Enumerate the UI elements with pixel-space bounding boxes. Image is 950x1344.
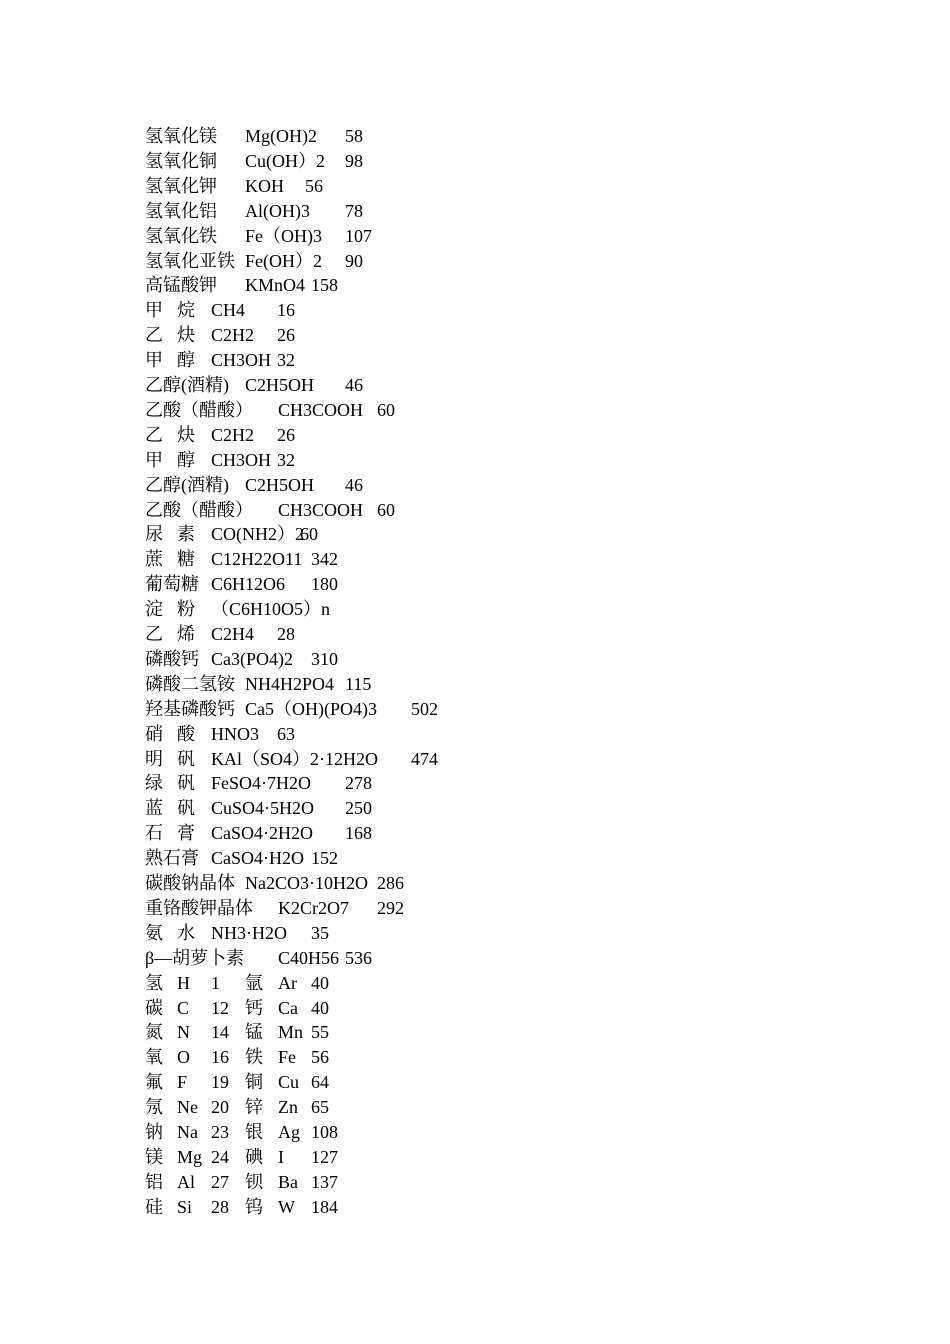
- table-cell: 107: [345, 225, 372, 246]
- table-cell: 46: [345, 375, 363, 395]
- table-cell: 16: [211, 1047, 229, 1068]
- table-cell: Al(OH)3: [245, 200, 310, 221]
- table-cell: 乙: [145, 325, 163, 346]
- table-cell: 26: [277, 424, 295, 445]
- table-cell: 氢氧化镁: [145, 126, 217, 146]
- table-cell: FeSO4·7H2O: [211, 773, 312, 794]
- table-cell: 甲: [145, 300, 163, 321]
- table-cell: 磷酸二氢铵: [145, 673, 235, 694]
- table-cell: 醇: [177, 350, 195, 371]
- table-cell: 膏: [177, 823, 195, 844]
- table-cell: 310: [311, 648, 338, 669]
- table-cell: 90: [345, 250, 363, 271]
- table-cell: 水: [177, 922, 195, 943]
- table-cell: 152: [311, 848, 338, 869]
- table-cell: Fe: [278, 1047, 296, 1068]
- table-cell: 60: [377, 399, 395, 420]
- table-cell: 乙醇(酒精): [145, 375, 229, 395]
- table-cell: 钡: [245, 1171, 263, 1192]
- table-cell: 氢: [145, 972, 163, 993]
- table-cell: Cu(OH）2: [245, 150, 325, 171]
- table-cell: 锌: [245, 1097, 263, 1118]
- table-cell: Ar: [278, 972, 297, 993]
- table-cell: 氟: [145, 1072, 163, 1093]
- table-cell: 熟石膏: [145, 848, 199, 869]
- table-cell: 536: [345, 947, 372, 968]
- table-cell: KMnO4: [245, 275, 306, 296]
- table-cell: 素: [177, 524, 195, 545]
- table-cell: HNO3: [211, 723, 259, 744]
- table-cell: 168: [345, 823, 372, 844]
- table-cell: Fe(OH）2: [245, 250, 322, 271]
- table-cell: C2H2: [211, 424, 255, 445]
- table-cell: C2H4: [211, 624, 255, 644]
- table-cell: 20: [211, 1097, 229, 1118]
- table-cell: 27: [211, 1171, 229, 1192]
- table-cell: C12H22O11: [211, 549, 303, 570]
- table-cell: CH3COOH: [278, 399, 364, 420]
- table-cell: C6H12O6: [211, 574, 286, 595]
- table-cell: 酸: [177, 723, 195, 744]
- table-cell: 19: [211, 1072, 229, 1093]
- table-cell: C2H5OH: [245, 375, 315, 395]
- table-cell: 铜: [245, 1072, 263, 1093]
- table-cell: 286: [377, 873, 404, 893]
- table-cell: β—胡萝卜素: [145, 947, 245, 968]
- table-cell: CH4: [211, 300, 246, 321]
- table-cell: 铁: [245, 1047, 263, 1068]
- table-cell: Na: [177, 1122, 198, 1142]
- table-cell: O: [177, 1047, 190, 1068]
- table-cell: 28: [277, 624, 295, 644]
- table-cell: 氖: [145, 1097, 163, 1118]
- table-cell: 40: [311, 972, 329, 993]
- table-cell: 羟基磷酸钙: [145, 698, 235, 719]
- table-cell: CaSO4·H2O: [211, 848, 304, 869]
- table-cell: Zn: [278, 1097, 298, 1118]
- table-cell: NH3·H2O: [211, 922, 287, 943]
- table-cell: 28: [211, 1196, 229, 1217]
- table-cell: N: [177, 1022, 190, 1043]
- table-cell: （C6H10O5）n: [211, 599, 331, 620]
- table-cell: 蓝: [145, 798, 163, 819]
- table-cell: 氢氧化钾: [145, 175, 217, 196]
- table-cell: 钙: [245, 997, 263, 1018]
- table-cell: 烷: [177, 300, 195, 321]
- table-cell: Ba: [278, 1171, 298, 1192]
- table-cell: 127: [311, 1146, 338, 1167]
- table-cell: 炔: [177, 325, 195, 346]
- table-cell: 184: [311, 1196, 338, 1217]
- table-cell: I: [278, 1146, 284, 1167]
- table-cell: 银: [245, 1122, 263, 1142]
- table-cell: 158: [311, 275, 338, 296]
- table-cell: 硝: [145, 723, 163, 744]
- table-cell: 醇: [177, 449, 195, 470]
- table-cell: Fe（OH)3: [245, 225, 322, 246]
- table-cell: Ca: [278, 997, 298, 1018]
- table-cell: 氮: [145, 1022, 163, 1043]
- table-cell: 葡萄糖: [145, 574, 199, 595]
- table-cell: Na2CO3·10H2O: [245, 873, 368, 893]
- table-cell: 60: [377, 499, 395, 520]
- table-cell: 78: [345, 200, 363, 221]
- table-cell: Mn: [278, 1022, 304, 1043]
- table-cell: KOH: [245, 175, 284, 196]
- table-cell: 碳: [145, 997, 163, 1018]
- table-cell: 烯: [177, 624, 195, 644]
- table-cell: 氢氧化铜: [145, 150, 217, 171]
- table-cell: 12: [211, 997, 229, 1018]
- table-cell: CaSO4·2H2O: [211, 823, 313, 844]
- table-cell: 26: [277, 325, 295, 346]
- table-cell: NH4H2PO4: [245, 673, 335, 694]
- table-cell: 14: [211, 1022, 229, 1043]
- table-cell: 乙酸（醋酸）: [145, 399, 253, 420]
- table-cell: 甲: [145, 449, 163, 470]
- table-cell: Ca3(PO4)2: [211, 648, 293, 669]
- table-cell: 氢氧化铝: [145, 200, 217, 221]
- table-cell: Si: [177, 1196, 193, 1217]
- table-cell: 474: [411, 748, 438, 769]
- table-cell: 氢氧化铁: [145, 225, 217, 246]
- table-cell: 氨: [145, 922, 163, 943]
- table-cell: 16: [277, 300, 295, 321]
- table-cell: 292: [377, 897, 404, 918]
- table-cell: 明: [145, 748, 163, 769]
- table-cell: Cu: [278, 1072, 300, 1093]
- table-cell: 278: [345, 773, 372, 794]
- table-cell: 乙: [145, 424, 163, 445]
- table-cell: 粉: [177, 599, 195, 620]
- table-cell: F: [177, 1072, 188, 1093]
- table-cell: 60: [300, 524, 318, 545]
- table-cell: 35: [311, 922, 329, 943]
- table-cell: 40: [311, 997, 329, 1018]
- table-cell: 硅: [145, 1196, 163, 1217]
- table-cell: CuSO4·5H2O: [211, 798, 315, 819]
- table-cell: C40H56: [278, 947, 340, 968]
- table-cell: 64: [311, 1072, 329, 1093]
- table-cell: 钠: [145, 1122, 163, 1142]
- table-cell: 钨: [245, 1196, 263, 1217]
- table-cell: 24: [211, 1146, 229, 1167]
- table-cell: Ne: [177, 1097, 198, 1118]
- table-cell: Ca5（OH)(PO4)3: [245, 698, 377, 719]
- table-cell: 矾: [177, 798, 195, 819]
- table-cell: 乙醇(酒精): [145, 474, 229, 495]
- table-cell: 氩: [245, 972, 263, 993]
- table-cell: C2H5OH: [245, 474, 315, 495]
- table-cell: 55: [311, 1022, 329, 1043]
- table-cell: C: [177, 997, 190, 1018]
- table-cell: 氢氧化亚铁: [145, 250, 235, 271]
- table-cell: H: [177, 972, 190, 993]
- table-cell: 180: [311, 574, 338, 595]
- table-cell: 32: [277, 350, 295, 371]
- table-cell: 乙酸（醋酸）: [145, 499, 253, 520]
- table-cell: C2H2: [211, 325, 255, 346]
- table-cell: 高锰酸钾: [145, 275, 217, 296]
- table-cell: 炔: [177, 424, 195, 445]
- table-cell: 56: [311, 1047, 329, 1068]
- table-cell: 锰: [245, 1022, 263, 1043]
- table-cell: Mg: [177, 1146, 203, 1167]
- table-cell: CH3OH: [211, 449, 272, 470]
- table-cell: K2Cr2O7: [278, 897, 349, 918]
- table-cell: 32: [277, 449, 295, 470]
- table-cell: 淀: [145, 599, 163, 620]
- table-cell: 58: [345, 126, 363, 146]
- table-cell: 1: [211, 972, 220, 993]
- table-cell: Ag: [278, 1122, 300, 1142]
- table-cell: 342: [311, 549, 338, 570]
- table-cell: 56: [305, 175, 323, 196]
- table-cell: W: [278, 1196, 295, 1217]
- table-cell: KAl（SO4）2·12H2O: [211, 748, 379, 769]
- table-cell: 乙: [145, 624, 163, 644]
- table-cell: 98: [345, 150, 363, 171]
- table-cell: 绿: [145, 773, 163, 794]
- table-cell: 108: [311, 1122, 338, 1142]
- table-cell: 46: [345, 474, 363, 495]
- table-cell: 石: [145, 823, 163, 844]
- table-cell: 甲: [145, 350, 163, 371]
- table-cell: 矾: [177, 748, 195, 769]
- table-cell: 镁: [145, 1146, 163, 1167]
- table-cell: 115: [345, 673, 372, 694]
- table-cell: CO(NH2）2: [211, 524, 304, 545]
- table-cell: 尿: [145, 524, 163, 545]
- table-cell: Al: [177, 1171, 195, 1192]
- table-cell: CH3COOH: [278, 499, 364, 520]
- table-cell: 23: [211, 1122, 229, 1142]
- table-cell: 63: [277, 723, 295, 744]
- table-cell: 502: [411, 698, 438, 719]
- table-cell: 蔗: [145, 549, 163, 570]
- table-cell: 铝: [145, 1171, 163, 1192]
- table-cell: 氧: [145, 1047, 163, 1068]
- table-cell: CH3OH: [211, 350, 272, 371]
- table-cell: 矾: [177, 773, 195, 794]
- table-cell: 磷酸钙: [145, 648, 199, 669]
- table-cell: 250: [345, 798, 372, 819]
- table-cell: 碳酸钠晶体: [145, 873, 235, 893]
- table-cell: 65: [311, 1097, 329, 1118]
- table-cell: Mg(OH)2: [245, 126, 317, 146]
- table-cell: 碘: [245, 1146, 263, 1167]
- table-cell: 137: [311, 1171, 338, 1192]
- table-cell: 糖: [177, 549, 195, 570]
- table-cell: 重铬酸钾晶体: [145, 897, 253, 918]
